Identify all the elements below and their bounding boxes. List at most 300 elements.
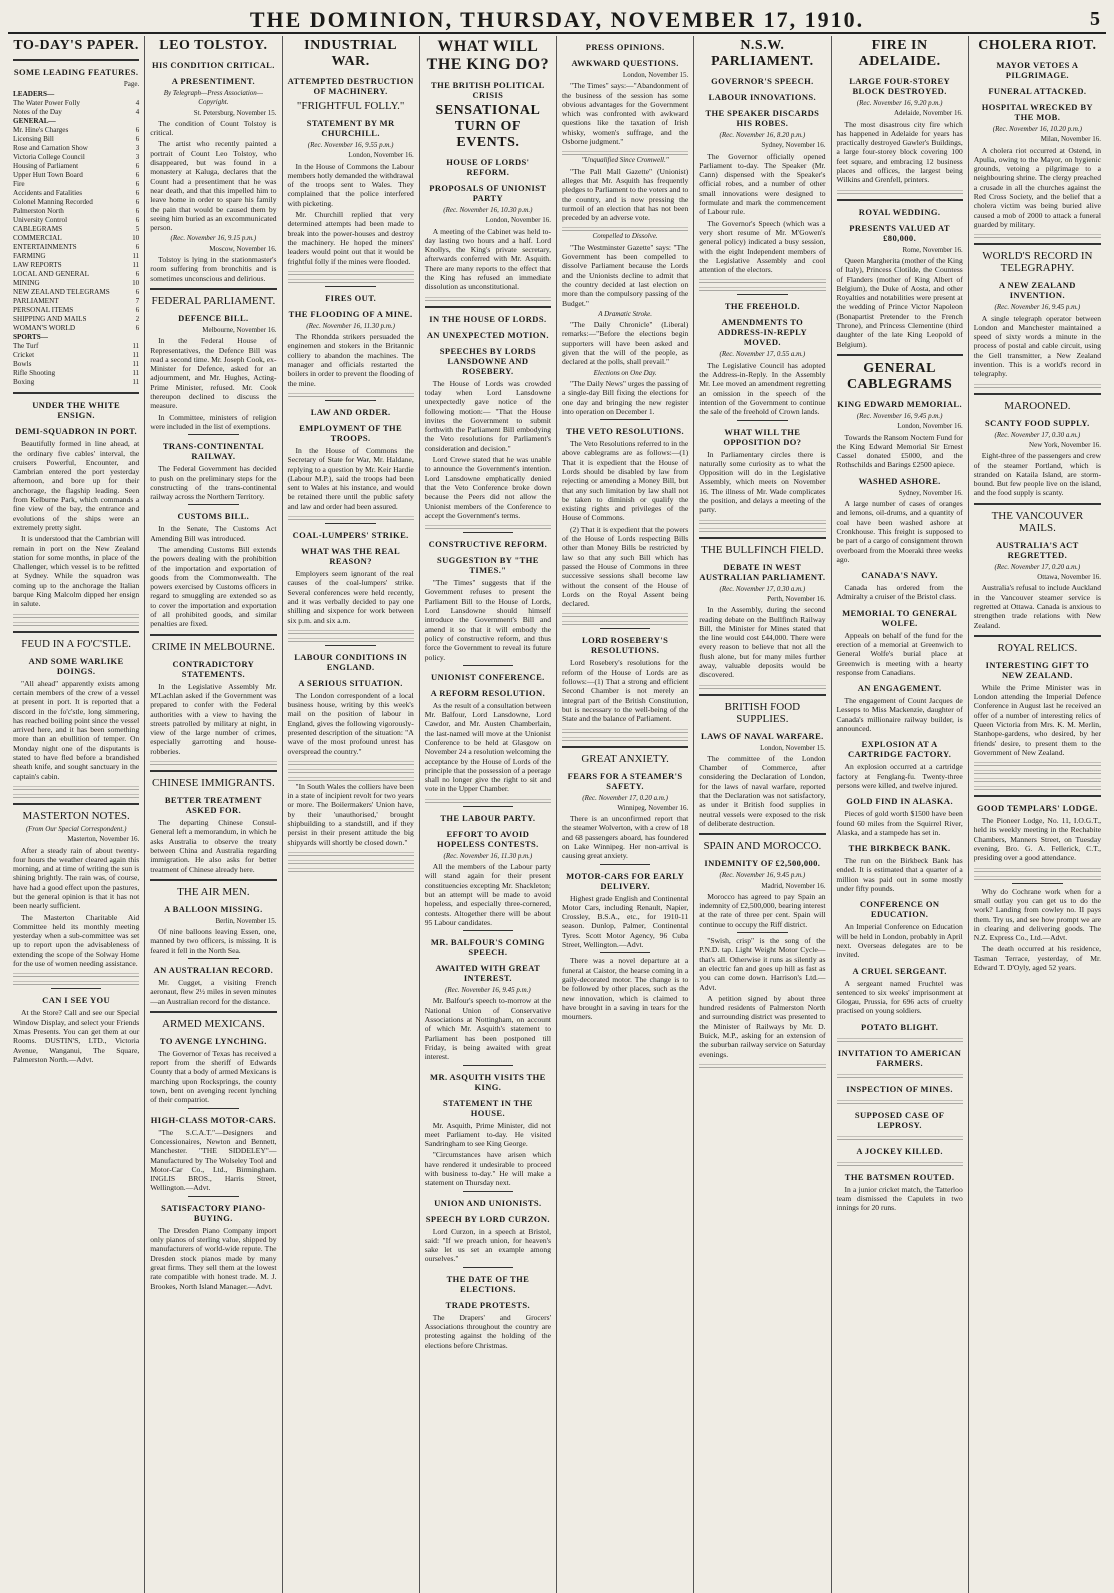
index-entry-label: CABLEGRAMS [13,225,63,234]
index-entry-page: 6 [135,198,140,207]
dateline: Perth, November 16. [767,594,826,603]
dense-text-lines [699,525,825,532]
article-subheading: PRESENTS VALUED AT £80,000. [849,222,950,243]
columns [8,36,1106,1593]
index-entry-label: Palmerston North [13,207,64,216]
article-paragraph: All the members of the Labour party will stand again for their present constituencies excepting Mr. Shackleton; but an attempt will be made to avoid hopeless, and especially three-cornered, contests. Altogether there will be about 95 Labour candidates. [424,862,551,927]
article-paragraph: In a junior cricket match, the Tatterloo team dismissed the Capulets in two innings for 20 runs. [836,1184,963,1213]
article-paragraph: The Rhondda strikers persuaded the enginemen and stokers in the Britannic colliery to abandon the machines. The manager and officials restarted the boilers in order to prevent the flooding of the mine. [287,332,414,388]
article-paragraph: A single telegraph operator between London and Manchester maintained a speed of sixty words a minute in the process of postal and cable circuit, using the Gell transmitter, a New Zealand invention. This is a world's record in telegraphy. [973,313,1101,379]
advert-paragraph: "Swish, crisp" is the song of the P.N.D. tap. Light Weight Motor Cycle—that's all. Otherwise it runs as silently as an electric fan and goes up hill as fast as you can come down. Harrison's Ltd.—Advt. [699,936,826,992]
dateline: London, November 15. [760,743,826,752]
index-entry-label: Mr. Hine's Charges [13,126,69,135]
dense-text-lines [13,611,139,618]
dateline: Adelaide, November 16. [893,109,963,118]
article-paragraph: The amending Customs Bill extends the powers dealing with the prohibition of the importation and exportation of goods from the Commonwealth. The powers exercised by Customs officers in regard to smuggling are extended so as to cover the importation and exportation of all prohibited goods, and similar penalties are fixed. [150,544,277,629]
divider [562,746,688,748]
index-entry-page: 2 [135,315,140,324]
dateline: Ottawa, November 16. [1037,573,1101,582]
article-subheading: AN ENGAGEMENT. [857,683,942,694]
section-heading: GENERAL CABLEGRAMS [846,360,953,392]
dense-text-lines [150,758,276,765]
index-entry-label: FARMING [13,252,46,261]
dense-text-lines [288,390,414,397]
index-entry-page: 11 [132,261,140,270]
article-paragraph: Towards the Ransom Noctem Fund for the King Edward Memorial Sir Ernest Cassel donated £5000, and the Rothschilds and Barings £2500 apiece. [836,432,963,470]
advert-paragraph: The Dresden Piano Company import only pianos of sterling value, shipped by manufacturers of world-wide repute. The Dresden stock pianos made by many great firms. They sell them at the lowest rate compatible with honest trade. M. J. Brookes, North Island Manager.—Advt. [150,1225,277,1291]
article-paragraph: An explosion occurred at a cartridge factory at Fenglang-fu. Twenty-three persons were killed, and twelve injured. [836,762,963,790]
article-subheading: INTERESTING GIFT TO NEW ZEALAND. [985,659,1090,680]
article-subheading: A NEW ZEALAND INVENTION. [998,280,1076,301]
index-entry-page: 6 [135,288,140,297]
index-entry-page: 5 [135,225,140,234]
article-paragraph: Employers seem ignorant of the real causes of the coal-lumpers' strike. Several conferences were held recently, and it was verbally decided to pay one shilling and sixpence for work between six p.m. and six a.m. [287,569,414,625]
index-entry-label: Upper Hutt Town Board [13,171,83,180]
dateline: Sydney, November 16. [761,141,826,150]
dense-text-lines [562,618,688,625]
received-time: (Rec. November 17, 0.20 a.m.) [582,793,668,802]
dense-text-lines [288,766,414,773]
index-entry-page: 6 [135,135,140,144]
divider [463,930,514,931]
dense-text-lines [425,294,551,301]
index-entry-page: 10 [132,279,140,288]
received-time: (Rec. November 16, 11.30 p.m.) [306,321,395,330]
article-heading: LEO TOLSTOY. [159,38,268,53]
column-4 [420,36,557,1593]
article-subheading: A CRUEL SERGEANT. [852,965,947,976]
divider [13,631,139,633]
divider [188,1108,239,1109]
divider [600,864,651,865]
article-paragraph: Morocco has agreed to pay Spain an indemnity of £2,500,000, bearing interest at the rate of three per cent. Spain will continue to occupy the Riff district. [699,891,826,929]
index-entry-label: Colonel Manning Recorded [13,198,93,207]
article-paragraph: The most disastrous city fire which has happened in Adelaide for years has practically destroyed Gawler's Buildings, a large four-storey block covering 100 feet square, and embracing 12 business places and offices, the largest being Wilkins and Grenfell, printers. [836,119,963,185]
article-subheading: BETTER TREATMENT ASKED FOR. [164,795,262,816]
article-heading: WHAT WILL THE OPPOSITION DO? [723,426,802,447]
dateline: Melbourne, November 16. [202,325,277,334]
dense-text-lines [562,148,688,155]
article-heading: THE BULLFINCH FIELD. [701,543,824,556]
divider [188,434,239,435]
article-subheading: THE BRITISH POLITICAL CRISIS [431,80,545,100]
article-subheading: THE BIRKBECK BANK. [848,843,951,854]
index-entry [13,270,139,279]
article-subheading: GOVERNOR'S SPEECH. [711,76,814,86]
divider [974,795,1101,797]
divider [463,1065,514,1066]
index-entry [13,117,139,126]
index-entry-page: 6 [135,126,140,135]
article-subheading: A JOCKEY KILLED. [856,1145,943,1156]
column-8 [969,36,1106,1593]
divider [737,294,788,295]
article-paragraph: "The Times" says:—"Abandonment of the business of the session has some obvious advantages for the Government which was confronted with awkward questions like the taxation of Irish whisky, women's suffrage, and the Osborne judgment." [562,81,689,147]
index-entry-page: 11 [132,360,140,369]
dense-text-lines [288,276,414,283]
dense-text-lines [13,791,139,798]
received-time: (Rec. November 17, 0.55 a.m.) [719,350,806,359]
received-time: (Rec. November 16, 9.45 p.m.) [994,303,1081,312]
received-time: (Rec. November 16, 9.20 p.m.) [856,99,943,107]
dateline: Madrid, November 16. [761,881,826,890]
article-paragraph: The London correspondent of a local business house, writing by this week's mail on the position of labour in England, gives the following vigorously-presented description of the situation: "A wave of the most profound unrest has overspread the country." [287,690,414,756]
advert-paragraph: Why do Cochrane work when for a small outlay you can get us to do the work? Landing from cowley no. II pays them. Try us, and see how prompt we are in clearing and delivering goods. The N.Z. Express Co., Ltd.—Advt. [973,886,1101,943]
article-paragraph: An Imperial Conference on Education will be held in London, probably in April next. Overseas delegates are to be invited. [836,922,963,960]
article-paragraph: The Governor's Speech (which was a very short resume of Mr. M'Gowen's general policy) indicated a busy session, with the eight Independent members of the Legislative Assembly and cool attention of the electors. [699,218,826,275]
index-entry [13,369,139,378]
dense-text-lines [288,857,414,864]
article-heading: BRITISH FOOD SUPPLIES. [724,700,801,725]
byline: By Telegraph—Press Association—Copyright. [163,89,264,107]
article-paragraph: "The Daily News" urges the passing of a single-day Bill fixing the elections for one day and bringing the new register into operation on December 1. [562,378,689,416]
index-entry-label: ENTERTAINMENTS [13,243,77,252]
advert-paragraph: At the Store? Call and see our Special Window Display, and select your Friends Xmas Presents. You can get them at our Rooms. DUSTIN'S, LTD., Victoria Avenue, Wanganui, The Square, Palmerston North.—Advt. [13,1008,140,1064]
article-heading: TRANS-CONTINENTAL RAILWAY. [162,441,264,462]
index-entry-label: Rose and Carnation Show [13,144,88,153]
article-subheading: HOSPITAL WRECKED BY THE MOB. [981,102,1093,122]
index-entry-label: SHIPPING AND MAILS [13,315,87,324]
index-entry-page: 11 [132,351,140,360]
article-paragraph: Canada has ordered from the Admiralty a cruiser of the Bristol class. [836,583,963,602]
article-heading: CUSTOMS BILL. [177,511,250,522]
article-subheading: SUPPOSED CASE OF LEPROSY. [854,1109,945,1130]
divider [600,628,651,629]
divider [463,532,514,533]
index-entry-page: 6 [135,216,140,225]
article-subheading: SENSATIONAL TURN OF EVENTS. [435,103,541,150]
received-time: (Rec. November 17, 0.20 a.m.) [994,562,1081,571]
index-entry-label: Boxing [13,378,35,387]
divider [463,1267,514,1268]
dense-text-lines [562,610,688,617]
article-paragraph: In Parliamentary circles there is naturally some curiosity as to what the Opposition will do in the Legislative Assembly, which meets on November 16. The illness of Mr. Wade complicates the position, and delays a meeting of the party. [699,449,826,515]
article-paragraph: After a steady rain of about twenty-four hours the weather cleared again this morning, and at time of writing the sun is shining brightly. The rain was, of course, have had a good effect upon the pastures, but the general opinion is that it has not been nearly sufficient. [13,845,140,911]
article-paragraph: There was a novel departure at a funeral at Caistor, the hearse coming in a gaily-decorated motor. The change is to be followed by other places, such as the new innovation, which is claimed to have brought in a saving in tears for the mourners. [562,956,689,1022]
dateline: Milan, November 16. [1040,135,1101,144]
article-subheading: "Unqualified Since Cromwell." [581,156,669,165]
divider [150,879,276,881]
index-entry [13,135,139,144]
article-subheading: TRADE PROTESTS. [445,1299,531,1310]
column-5 [557,36,694,1593]
index-entry [13,216,139,225]
divider [699,537,825,539]
article-paragraph: A cholera riot occurred at Ostend, in Apulia, owing to the Mayor, on hygienic grounds, vetoing a pilgrimage to a neighbouring shrine. The clergy preached a crusade in all the churches against the Red Cross Society, and the belief that a cholera victim was being buried alive caused a mob of 2000 to attack a funeral guarded by military. [973,145,1101,229]
index-entry-page: 3 [135,144,140,153]
article-subheading: A Dramatic Stroke. [598,309,653,318]
article-paragraph: A meeting of the Cabinet was held to-day lasting two hours and a half. Lord Knollys, the King's private secretary, afterwards conferred with Mr. Asquith. There are many reports to the effect that the King has refused an immediate dissolution as unconstitutional. [424,226,551,292]
article-subheading: FUNERAL ATTACKED. [988,86,1087,96]
article-heading: ROYAL RELICS. [997,641,1078,654]
article-paragraph: "All ahead" apparently exists among certain members of the crew of a vessel at present in port. It is reported that a discord in the fo'c'stle, long simmering, has reached boiling point since the vessel arrived here, and it has been something more than an ebullition of temper. On Monday night one of the disputants is stated to have fled before a brandished sheath knife, and sought sanctuary in the captain's cabin. [13,678,140,781]
article-subheading: Elections on One Day. [593,368,657,377]
page-column-label: Page. [123,80,140,88]
article-subheading: SUGGESTION BY "THE TIMES." [436,555,539,576]
index-entry-label: Victoria College Council [13,153,85,162]
index-entry [13,306,139,315]
article-heading: IN THE HOUSE OF LORDS. [429,313,547,324]
index-entry-label: LEADERS— [13,90,55,99]
article-paragraph: "Circumstances have arisen which have rendered it undesirable to proceed with business to-day." He will make a statement on Thursday next. [424,1150,551,1188]
index-entry-page: 6 [135,162,140,171]
index-entry-label: Cricket [13,351,35,360]
column-1 [8,36,145,1593]
divider [1012,883,1063,884]
divider [325,286,376,287]
divider [463,806,514,807]
dense-text-lines [699,284,825,291]
index-entry-label: The Turf [13,342,39,351]
divider [150,1011,276,1013]
index-entry-page: 6 [135,243,140,252]
divider [13,392,139,394]
divider [974,243,1101,245]
dense-text-lines [288,268,414,275]
article-heading: LORD ROSEBERY'S RESOLUTIONS. [582,635,669,656]
advert-heading: HIGH-CLASS MOTOR-CARS. [150,1114,277,1125]
divider [699,694,825,696]
article-paragraph: Mr. Churchill replied that very determined attempts had been made to break into the power-houses and destroy the machinery. He hoped the miners' leaders would point out that it would be frightful folly if the mines were flooded. [287,210,414,266]
article-paragraph: The run on the Birkbeck Bank has ended. It is estimated that a quarter of a million was paid out in some mostly under fifty pounds. [836,856,963,894]
article-subheading: CONTRADICTORY STATEMENTS. [172,658,255,679]
article-heading: GOOD TEMPLARS' LODGE. [976,803,1098,814]
index-entry [13,225,139,234]
article-heading: ROYAL WEDDING. [858,206,941,217]
article-heading: LAW AND ORDER. [310,406,391,417]
index-entry [13,198,139,207]
dense-text-lines [562,734,688,741]
dateline: London, November 15. [622,71,689,79]
index-entry-page: 11 [132,378,140,387]
index-entry [13,378,139,387]
divider [188,1196,239,1197]
index-entry [13,360,139,369]
article-subheading: FEARS FOR A STEAMER'S SAFETY. [567,770,683,791]
dense-text-lines [13,978,139,985]
advert-heading: MOTOR-CARS FOR EARLY DELIVERY. [566,870,685,891]
index-entry-page: 11 [132,342,140,351]
index-entry-page: 4 [135,99,140,108]
article-subheading: TO AVENGE LYNCHING. [159,1035,267,1046]
index-entry [13,261,139,270]
advert-heading: CAN I SEE YOU [42,995,111,1006]
article-paragraph: In the House of Commons the Secretary of State for War, Mr. Haldane, replying to a question by Mr. Keir Hardie (Labour M.P.), said the troops had been sent to Wales at his instance, and would be retained there until the public safety and law and order had been assured. [287,445,414,511]
article-heading: UNION AND UNIONISTS. [434,1197,542,1208]
dense-text-lines [837,1097,963,1104]
article-paragraph: The artist who recently painted a portrait of Count Leo Tolstoy, who disappeared, but was found in a monastery at Kaluga, declares that the Count had a presentiment that he was near death, and that this impelled him to leave home in order to spare his family the pain that would be caused them by seeing him buried as an excommunicated person. [150,139,277,233]
article-subheading: DEBATE IN WEST AUSTRALIAN PARLIAMENT. [699,561,826,582]
article-subheading: WHAT WAS THE REAL REASON? [301,546,401,567]
index-entry-label: Licensing Bill [13,135,54,144]
article-paragraph: Queen Margherita (mother of the King of Italy), Princess Clotilde, the Countess of Flanders (mother of King Albert of Belgium), the Duke of Aosta, and other Royalties and notabilities were present at the wedding of Prince Victor Napoleon (Bonapartist Pretender to the French Throne), and Princess Clementine (third daughter of the late King Leopold of Belgium). [836,255,963,349]
index-entry [13,333,139,342]
divider [325,400,376,401]
index-entry [13,153,139,162]
article-heading: FIRE IN ADELAIDE. [858,38,941,69]
article-subheading: A PRESENTIMENT. [171,76,256,86]
index-entry [13,162,139,171]
index-entry [13,207,139,216]
dense-text-lines [974,381,1101,388]
article-paragraph: In the Assembly, during the second reading debate on the Bullfinch Railway Bill, the Minister for Mines stated that the line would cost £44,000. There were every reason to believe that not all the flush alone, but for many miles further away, valuable deposits would be discovered. [699,605,826,680]
article-subheading: AWAITED WITH GREAT INTEREST. [435,963,541,984]
divider [699,833,825,835]
index-entry-page: 7 [135,297,140,306]
article-heading: THE VETO RESOLUTIONS. [566,426,685,437]
divider [150,634,276,636]
article-heading: WORLD'S RECORD IN TELEGRAPHY. [982,250,1093,275]
article-subheading: MAYOR VETOES A PILGRIMAGE. [996,60,1079,80]
index-entry [13,315,139,324]
index-entry-label: PERSONAL ITEMS [13,306,74,315]
divider [974,393,1101,395]
article-subheading: AWKWARD QUESTIONS. [571,58,679,68]
index-entry [13,243,139,252]
index-entry-label: University Control [13,216,68,225]
article-paragraph: Mr. Cugget, a visiting French aeronaut, flew 2½ miles in seven minutes—an Australian record for the distance. [150,978,277,1006]
article-subheading: INSPECTION OF MINES. [846,1083,953,1094]
dense-text-lines [699,682,825,689]
divider [463,1191,514,1192]
divider [188,958,239,959]
dateline: London, November 16. [897,422,963,431]
article-heading: MR. ASQUITH VISITS THE KING. [430,1071,546,1092]
index-entry-label: Accidents and Fatalities [13,189,83,198]
index-entry-page: 6 [135,306,140,315]
article-subheading: EXPLOSION AT A CARTRIDGE FACTORY. [847,739,952,760]
article-heading: THE VANCOUVER MAILS. [991,509,1084,534]
article-subheading: AND SOME WARLIKE DOINGS. [28,655,124,676]
received-time: (Rec. November 16, 9.15 p.m.) [170,234,257,243]
divider [325,523,376,524]
article-subheading: A SERIOUS SITUATION. [298,677,403,688]
article-subheading: HIS CONDITION CRITICAL. [151,60,275,70]
article-heading: CONSTRUCTIVE REFORM. [428,539,548,550]
dense-text-lines [837,1133,963,1140]
article-heading: GREAT ANXIETY. [581,752,669,765]
byline: (From Our Special Correspondent.) [25,824,127,833]
index-entry-label: LAW REPORTS [13,261,62,270]
article-subheading: LABOUR INNOVATIONS. [708,92,817,102]
divider [325,645,376,646]
article-heading: FIRES OUT. [325,292,377,303]
contents-index [13,90,139,387]
dense-text-lines [425,522,551,529]
article-subheading: LAWS OF NAVAL WARFARE. [701,730,824,741]
article-subheading: POTATO BLIGHT. [861,1021,939,1032]
article-paragraph: "The Times" suggests that if the Government refuses to present the Parliament Bill to the House of Lords, Lord Lansdowne should himself introduce the Government's Bill and amend it so that it will embody the policy of constructive reform, and thus force the Government to reveal its future policy. [424,578,551,662]
dense-text-lines [288,774,414,781]
article-subheading: ATTEMPTED DESTRUCTION OF MACHINERY. [287,76,414,96]
article-subheading: "FRIGHTFUL FOLLY." [296,100,405,112]
article-paragraph: A sergeant named Fruchtel was sentenced to six weeks' imprisonment at Glogau, Prussia, for 696 acts of cruelty practised on young soldiers. [836,978,963,1016]
article-paragraph: Mr. Balfour's speech to-morrow at the National Union of Conservative Associations at Nottingham, on account of which Mr. Asquith's statement to Parliament has been postponed till Friday, is being awaited with great interest. [424,996,551,1062]
index-entry-label: Housing of Parliament [13,162,79,171]
divider [974,635,1101,637]
article-paragraph: A large number of cases of oranges and lemons, oil-drums, and a quantity of coal have been washed ashore at Cronkhouse. This freight is supposed to be part of a cargo of consignment thrown overboard from the Moeraki three weeks ago. [836,499,963,564]
article-paragraph: "The Westminster Gazette" says: "The Government has been compelled to dissolve Parliament because the Lords and the Unionists decline to admit that the country decided at last election on more than the compulsory passing of the Budget." [562,242,689,308]
article-subheading: Compelled to Dissolve. [592,232,658,241]
article-subheading: MEMORIAL TO GENERAL WOLFE. [842,607,958,628]
article-paragraph: In Committee, ministers of religion were included in the list of exemptions. [150,412,277,431]
article-paragraph: The condition of Count Tolstoy is critical. [150,118,277,138]
article-heading: SPAIN AND MOROCCO. [703,840,822,853]
article-paragraph: Lord Crewe stated that he was unable to announce the Government's intention. Lord Lansdowne emphatically denied that the Veto Conference broke down because the Peers did not allow the Unionist members of the Conference to accept the Government's terms. [424,455,551,520]
divider [425,306,551,308]
article-paragraph: While the Prime Minister was in London attending the Imperial Defence Conference in August last he received an offer of a number of interesting relics of Queen Victoria from Mrs. K. M. Merlin, Stanhope-gardens, who desired, by her friends' desire, to present them to the Government of New Zealand. [973,682,1101,757]
index-entry [13,180,139,189]
article-subheading: THE SPEAKER DISCARDS HIS ROBES. [705,108,820,128]
advert-heading: SATISFACTORY PIANO-BUYING. [161,1202,266,1223]
received-time: (Rec. November 16, 9.45 p.m.) [719,871,806,880]
dense-text-lines [699,517,825,524]
article-paragraph: (2) That it is expedient that the powers of the House of Lords respecting Bills other than Money Bills be restricted by law so that any such Bill which has passed the House of Commons in three successive sessions shall become law without the consent of the House of Lords on the Royal Assent being declared. [562,524,689,609]
index-entry-label: Fire [13,180,25,189]
article-heading: FEDERAL PARLIAMENT. [151,294,276,307]
article-subheading: DEMI-SQUADRON IN PORT. [15,426,138,437]
article-subheading: A REFORM RESOLUTION. [430,687,546,698]
dateline: Berlin, November 15. [215,916,277,925]
dateline: London, November 16. [348,151,414,160]
article-subheading: AN UNEXPECTED MOTION. [426,329,549,340]
column-2 [145,36,282,1593]
dense-text-lines [288,635,414,642]
dateline: Masterton, November 16. [67,835,140,844]
article-heading: UNIONIST CONFERENCE. [431,671,545,682]
article-paragraph: As the result of a consultation between Mr. Balfour, Lord Lansdowne, Lord Cawdor, and Mr. Austen Chamberlain, the last-named will move at the Unionist Conference to be held at Glasgow on November 24 a resolution welcoming the acceptance by the House of Lords of the principle that the possession of a peerage shall no longer give the right to sit and vote in the Upper Chamber. [424,700,551,794]
advert-paragraph: "The S.C.A.T."—Designers and Concessionaires, Newton and Bennett, Manchester. "THE SIDDELEY"—Manufactured by The Wolseley Tool and Motor-Car Co., Ltd., Birmingham. INGLIS BROS., Harris Street, Wellington.—Advt. [150,1127,277,1193]
article-subheading: KING EDWARD MEMORIAL. [837,398,963,409]
article-heading: COAL-LUMPERS' STRIKE. [292,530,409,541]
index-entry-label: LOCAL AND GENERAL [13,270,89,279]
dateline: London, November 16. [485,216,551,225]
dense-text-lines [288,849,414,856]
masthead-title: THE DOMINION, THURSDAY, NOVEMBER 17, 1910. [249,7,865,32]
article-heading: THE LABOUR PARTY. [440,812,536,823]
article-paragraph: In the Legislative Assembly Mr. M'Lachlan asked if the Government was prepared to confer with the Federal authorities with a view to having the streets patrolled by military at night, in view of the large number of crimes, especially garrotting and house-robberies. [150,681,277,756]
divider [600,952,651,953]
received-time: (Rec. November 16, 8.20 p.m.) [719,131,806,139]
dense-text-lines [974,775,1101,782]
index-entry-page: 10 [132,234,140,243]
article-subheading: SCANTY FOOD SUPPLY. [985,417,1090,428]
article-subheading: GOLD FIND IN ALASKA. [846,796,953,807]
index-entry-page: 6 [135,324,140,333]
article-paragraph: The committee of the London Chamber of Commerce, after considering the Declaration of London, for the laws of naval warfare, reported that the Declaration was not satisfactory, as under it British food supplies in neutral vessels were exposed to the risk of deliberate destruction. [699,753,826,828]
dateline: Sydney, November 16. [898,488,963,497]
received-time: (Rec. November 16, 9.45 p.m.) [445,986,531,995]
article-heading: N.S.W. PARLIAMENT. [711,38,814,69]
dateline: Moscow, November 16. [209,244,277,253]
article-paragraph: Eight-three of the passengers and crew of the steamer Portland, which is stranded on Kataila Island, are storm-bound. But few people live on the island, and the food supply is scanty. [973,451,1101,498]
index-entry [13,279,139,288]
divider [13,803,139,805]
index-entry-page: 6 [135,270,140,279]
article-paragraph: In the Senate, The Customs Act Amending Bill was introduced. [150,524,277,543]
article-heading: AN AUSTRALIAN RECORD. [153,965,274,975]
received-time: (Rec. November 16, 9.55 p.m.) [307,141,394,149]
dense-text-lines [974,783,1101,790]
column-7 [832,36,969,1593]
column-6 [694,36,831,1593]
received-time: (Rec. November 17, 0.30 a.m.) [719,584,806,593]
article-paragraph: The death occurred at his residence, Tasman Terrace, yesterday, of Mr. Edward T. D'Oyly, aged 52 years. [973,944,1101,973]
article-paragraph: The Federal Government has decided to push on the preliminary steps for the constructing of the trans-continental railway across the Northern Territory. [150,464,277,502]
dense-text-lines [837,1159,963,1166]
dense-text-lines [837,1035,963,1042]
features-subheading: SOME LEADING FEATURES. [13,67,139,77]
